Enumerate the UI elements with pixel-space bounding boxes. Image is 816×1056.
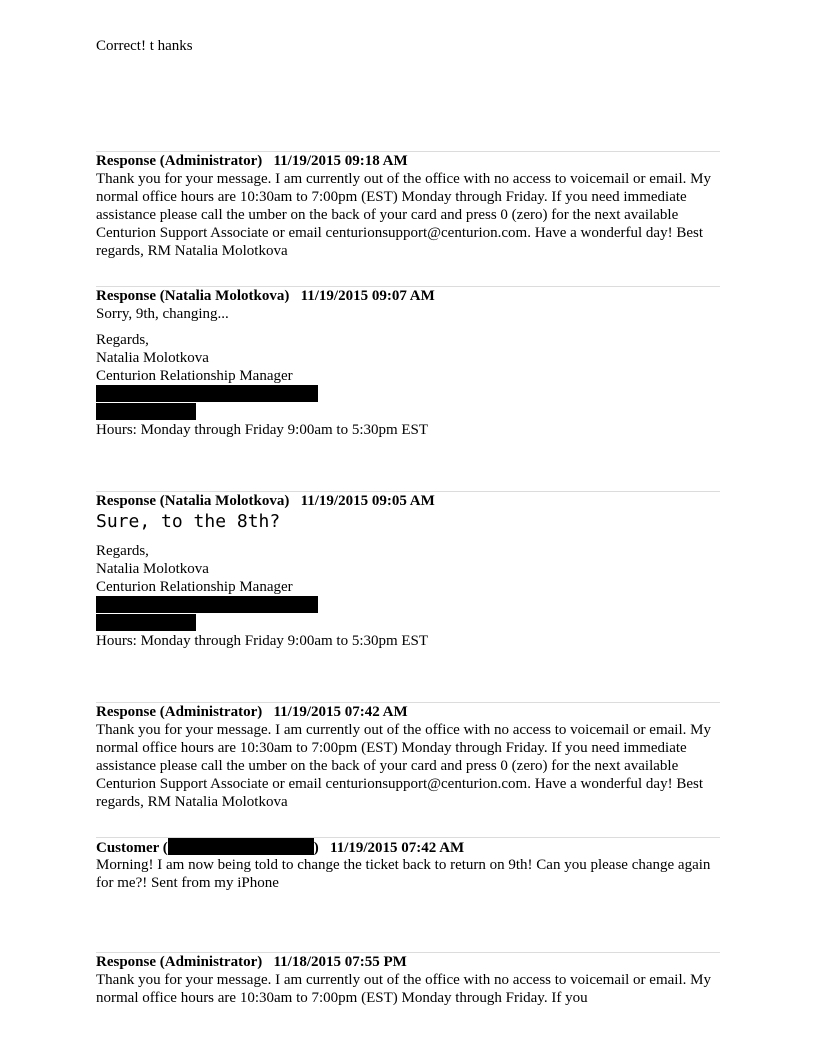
signature-block — [96, 331, 718, 385]
customer-timestamp: ) 11/19/2015 07:42 AM — [313, 840, 465, 856]
signature-line: Regards, — [96, 543, 149, 559]
redaction-bar — [168, 838, 314, 855]
customer-body: Morning! I am now being told to change the ticket back to return on 9th! Can you please change again for me?! Sent from my iPhone — [96, 857, 711, 891]
response-header: Response (Administrator) 11/19/2015 09:18 AM — [96, 153, 408, 169]
signature-line: Centurion Relationship Manager — [96, 368, 293, 384]
redaction-bar — [96, 614, 196, 631]
redaction-bar — [96, 403, 196, 420]
signature-line: Regards, — [96, 332, 149, 348]
response-body: Sorry, 9th, changing... — [96, 306, 229, 322]
response-header: Response (Natalia Molotkova) 11/19/2015 09:05 AM — [96, 493, 435, 509]
response-header: Response (Administrator) 11/18/2015 07:55 PM — [96, 954, 407, 970]
customer-label: Customer ( — [96, 840, 168, 856]
response-body: Thank you for your message. I am currently out of the office with no access to voicemail or email. My normal office hours are 10:30am to 7:00pm (EST) Monday through Friday. If you need immediate assistance please call the umber on the back of your card and press 0 (zero) for the next available Centurion Support Associate or email centurionsupport@centurion.com. Have a wonderful day! Best regards, RM Natalia Molotkova — [96, 171, 711, 259]
redaction-bar — [96, 596, 318, 613]
response-body: Thank you for your message. I am currently out of the office with no access to voicemail or email. My normal office hours are 10:30am to 7:00pm (EST) Monday through Friday. If you need immediate assistance please call the umber on the back of your card and press 0 (zero) for the next available Centurion Support Associate or email centurionsupport@centurion.com. Have a wonderful day! Best regards, RM Natalia Molotkova — [96, 722, 711, 810]
signature-line: Natalia Molotkova — [96, 561, 209, 577]
customer-header — [96, 838, 718, 857]
redaction-bar — [96, 385, 318, 402]
signature-block — [96, 542, 718, 596]
hours-text: Hours: Monday through Friday 9:00am to 5:30pm EST — [96, 422, 429, 438]
response-header: Response (Natalia Molotkova) 11/19/2015 09:07 AM — [96, 288, 435, 304]
signature-line: Centurion Relationship Manager — [96, 579, 293, 595]
signature-line: Natalia Molotkova — [96, 350, 209, 366]
response-body: Thank you for your message. I am currently out of the office with no access to voicemail or email. My normal office hours are 10:30am to 7:00pm (EST) Monday through Friday. If you — [96, 972, 711, 1006]
response-header: Response (Administrator) 11/19/2015 07:42 AM — [96, 704, 408, 720]
message-text: Correct! t hanks — [96, 38, 193, 54]
response-body: Sure, to the 8th? — [96, 511, 281, 532]
hours-text: Hours: Monday through Friday 9:00am to 5:30pm EST — [96, 633, 429, 649]
